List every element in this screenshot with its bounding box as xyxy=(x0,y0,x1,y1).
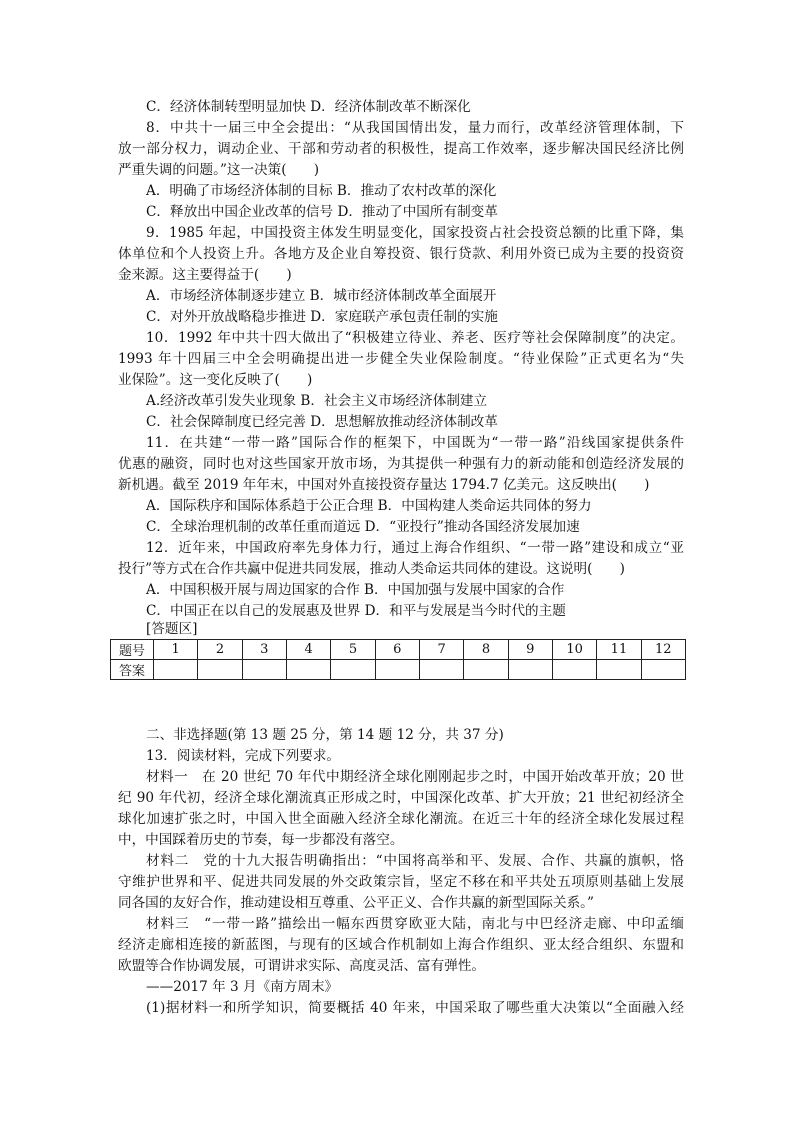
material3-line-1: 材料三 “一带一路”描绘出一幅东西贯穿欧亚大陆，南北与中巴经济走廊、中印孟缅 xyxy=(146,916,684,932)
material1-line-3: 球化加速扩张之时，中国入世全面融入经济全球化潮流。在近三十年的经济全球化发展过程 xyxy=(118,811,684,827)
question-number-cell: 3 xyxy=(242,640,286,660)
answer-cell[interactable] xyxy=(331,660,375,680)
q8-options-ab: A．明确了市场经济体制的目标 B．推动了农村改革的深化 xyxy=(146,183,497,199)
material2-line-2: 守维护世界和平、促进共同发展的外交政策宗旨，坚定不移在和平共处五项原则基础上发展 xyxy=(118,874,684,890)
material-source: ——2017 年 3 月《南方周末》 xyxy=(146,979,339,995)
q13-intro: 13．阅读材料，完成下列要求。 xyxy=(146,748,341,764)
question-number-cell: 6 xyxy=(375,640,419,660)
number-header-cell: 题号 xyxy=(111,640,154,660)
q8-stem-line-1: 8．中共十一届三中全会提出：“从我国国情出发，量力而行，改革经济管理体制，下 xyxy=(146,120,684,136)
q9-stem-line-3: 金来源。这主要得益于( ) xyxy=(118,267,292,283)
question-number-cell: 11 xyxy=(597,640,641,660)
q9-options-ab: A．市场经济体制逐步建立 B．城市经济体制改革全面展开 xyxy=(146,288,497,304)
question-number-cell: 7 xyxy=(419,640,463,660)
q9-stem-line-2: 体单位和个人投资上升。各地方及企业自筹投资、银行贷款、利用外资已成为主要的投资资 xyxy=(118,246,684,262)
q13-sub1: (1)据材料一和所学知识，简要概括 40 年来，中国采取了哪些重大决策以“全面融入经 xyxy=(146,1000,684,1016)
question-number-cell: 9 xyxy=(508,640,552,660)
answer-header-cell: 答案 xyxy=(111,660,154,680)
question-number-cell: 2 xyxy=(198,640,242,660)
q10-stem-line-1: 10．1992 年中共十四大做出了“积极建立待业、养老、医疗等社会保障制度”的决定。 xyxy=(146,330,684,346)
answer-cell[interactable] xyxy=(597,660,641,680)
q11-stem-line-1: 11．在共建“一带一路”国际合作的框架下，中国既为“一带一路”沿线国家提供条件 xyxy=(146,435,684,451)
question-number-cell: 5 xyxy=(331,640,375,660)
q8-options-cd: C．释放出中国企业改革的信号 D．推动了中国所有制变革 xyxy=(146,204,498,220)
answer-cell[interactable] xyxy=(641,660,685,680)
q10-stem-line-3: 业保险”。这一变化反映了( ) xyxy=(118,372,313,388)
answer-area-label: [答题区] xyxy=(146,621,198,637)
question-number-cell: 12 xyxy=(641,640,685,660)
question-number-cell: 1 xyxy=(154,640,198,660)
q10-stem-line-2: 1993 年十四届三中全会明确提出进一步健全失业保险制度。“待业保险”正式更名为“失 xyxy=(118,351,684,367)
q7-options-cd: C．经济体制转型明显加快 D．经济体制改革不断深化 xyxy=(146,99,471,115)
material1-line-4: 中，中国踩着历史的节奏，每一步都没有落空。 xyxy=(118,832,404,848)
q8-stem-line-2: 放一部分权力，调动企业、干部和劳动者的积极性，提高工作效率，逐步解决国民经济比例 xyxy=(118,141,684,157)
answer-cell[interactable] xyxy=(552,660,596,680)
answer-cell[interactable] xyxy=(242,660,286,680)
question-number-cell: 4 xyxy=(286,640,330,660)
question-number-cell: 8 xyxy=(464,640,508,660)
answer-table xyxy=(110,639,686,680)
material1-line-1: 材料一 在 20 世纪 70 年代中期经济全球化刚刚起步之时，中国开始改革开放；20 世 xyxy=(146,769,684,785)
q12-stem-line-2: 投行”等方式在合作共赢中促进共同发展，推动人类命运共同体的建设。这说明( ) xyxy=(118,561,625,577)
q9-stem-line-1: 9．1985 年起，中国投资主体发生明显变化，国家投资占社会投资总额的比重下降，集 xyxy=(146,225,684,241)
answer-cell[interactable] xyxy=(198,660,242,680)
q11-options-cd: C．全球治理机制的改革任重而道远 D．“亚投行”推动各国经济发展加速 xyxy=(146,519,580,535)
q11-stem-line-2: 优惠的融资，同时也对这些国家开放市场，为其提供一种强有力的新动能和创造经济发展的 xyxy=(118,456,684,472)
q10-options-cd: C．社会保障制度已经完善 D．思想解放推动经济体制改革 xyxy=(146,414,498,430)
answer-cell[interactable] xyxy=(375,660,419,680)
q12-stem-line-1: 12．近年来，中国政府率先身体力行，通过上海合作组织、“一带一路”建设和成立“亚 xyxy=(146,540,684,556)
question-number-cell: 10 xyxy=(552,640,596,660)
answer-table-number-row xyxy=(111,640,686,660)
q11-options-ab: A．国际秩序和国际体系趋于公正合理 B．中国构建人类命运共同体的努力 xyxy=(146,498,592,514)
material2-line-1: 材料二 党的十九大报告明确指出：“中国将高举和平、发展、合作、共赢的旗帜，恪 xyxy=(146,853,684,869)
q12-options-ab: A．中国积极开展与周边国家的合作 B．中国加强与发展中国家的合作 xyxy=(146,582,565,598)
material3-line-2: 经济走廊相连接的新蓝图，与现有的区域合作机制如上海合作组织、亚太经合组织、东盟和 xyxy=(118,937,684,953)
answer-cell[interactable] xyxy=(464,660,508,680)
material1-line-2: 纪 90 年代初，经济全球化潮流真正形成之时，中国深化改革、扩大开放；21 世纪初经济全 xyxy=(118,790,684,806)
answer-cell[interactable] xyxy=(419,660,463,680)
part2-heading: 二、非选择题(第 13 题 25 分，第 14 题 12 分，共 37 分) xyxy=(146,727,504,743)
answer-cell[interactable] xyxy=(508,660,552,680)
material2-line-3: 同各国的友好合作，推动建设相互尊重、公平正义、合作共赢的新型国际关系。” xyxy=(118,895,594,911)
q11-stem-line-3: 新机遇。截至 2019 年年末，中国对外直接投资存量达 1794.7 亿美元。这反映出( ) xyxy=(118,477,650,493)
answer-table-answer-row xyxy=(111,660,686,680)
q10-options-ab: A.经济改革引发失业现象 B．社会主义市场经济体制建立 xyxy=(146,393,488,409)
answer-cell[interactable] xyxy=(286,660,330,680)
q8-stem-line-3: 严重失调的问题。”这一决策( ) xyxy=(118,162,320,178)
material3-line-3: 欧盟等合作协调发展，可谓讲求实际、高度灵活、富有弹性。 xyxy=(118,958,486,974)
answer-cell[interactable] xyxy=(154,660,198,680)
q9-options-cd: C．对外开放战略稳步推进 D．家庭联产承包责任制的实施 xyxy=(146,309,498,325)
q12-options-cd: C．中国正在以自己的发展惠及世界 D．和平与发展是当今时代的主题 xyxy=(146,603,566,619)
